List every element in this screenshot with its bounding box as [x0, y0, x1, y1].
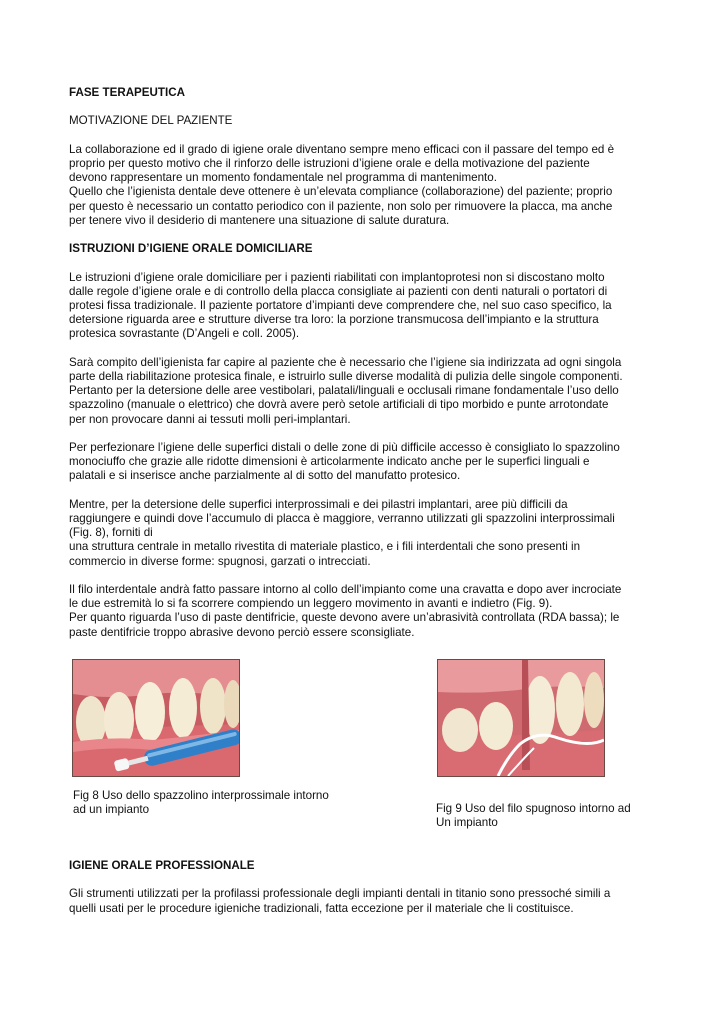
fig8-caption-line: Fig 8 Uso dello spazzolino interprossimale intorno	[73, 789, 329, 802]
fig8-photo	[72, 659, 240, 777]
text-line: Gli strumenti utilizzati per la profilassi professionale degli impianti dentali in titanio sono pressoché simili a	[69, 887, 611, 901]
fig8-caption	[73, 789, 329, 817]
text-line: Sarà compito dell’igienista far capire al paziente che è necessario che l’igiene sia indirizzata ad ogni singola	[69, 355, 622, 369]
fig9-caption	[436, 802, 631, 830]
paragraph-motivazione	[69, 143, 661, 228]
fig9-caption-line: Fig 9 Uso del filo spugnoso intorno ad	[436, 802, 631, 815]
paragraph-monociuffo	[69, 441, 661, 484]
text-line: palatali e si inserisce anche parzialmente al di sotto del manufatto protesico.	[69, 469, 461, 483]
fig8-caption-line: ad un impianto	[73, 803, 150, 817]
heading-motivazione: MOTIVAZIONE DEL PAZIENTE	[69, 114, 233, 128]
paragraph-filo-interdentale	[69, 583, 661, 640]
text-line: per questo è necessario un contatto periodico con il paziente, non solo per rimuovere la placca, ma anche	[69, 199, 613, 213]
text-line: spazzolino (manuale o elettrico) che dovrà avere però setole artificiali di tipo morbido e punte arrotondate	[69, 398, 609, 412]
text-line: Per perfezionare l’igiene delle superfici distali o delle zone di più difficile accesso è consigliato lo spazzolino	[69, 440, 620, 454]
text-line: raggiungere e quindi dove l’accumulo di placca è maggiore, verranno utilizzati gli spazzolini interprossimali	[69, 511, 615, 525]
text-line: proprio per questo motivo che il rinforzo delle istruzioni d’igiene orale e della motivazione del paziente	[69, 156, 590, 170]
text-line: protesica sovrastante (D’Angeli e coll. 2005).	[69, 327, 300, 341]
text-line: devono rappresentare un momento fondamentale nel programma di mantenimento.	[69, 171, 497, 185]
text-line: Per quanto riguarda l’uso di paste dentifricie, queste devono avere un’abrasività controllata (RDA bassa); le	[69, 611, 620, 625]
document-footer-section	[69, 859, 661, 916]
text-line: monociuffo che grazie alle ridotte dimensioni è articolarmente indicato anche per le superfici linguali e	[69, 455, 590, 469]
dental-floss-photo	[438, 660, 604, 776]
text-line: Quello che l’igienista dentale deve ottenere è un’elevata compliance (collaborazione) del paziente; proprio	[69, 185, 613, 199]
text-line: una struttura centrale in metallo rivestita di materiale plastico, e i fili interdentali che sono presenti in	[69, 540, 581, 554]
paragraph-istruzioni	[69, 271, 661, 342]
text-line: protesi fissa tradizionale. Il paziente portatore d’impianti deve comprendere che, nel suo caso specifico, la	[69, 298, 612, 312]
text-line: per tenere vivo il desiderio di mantenere una situazione di salute duratura.	[69, 213, 450, 227]
text-line: commercio in diverse forme: spugnosi, garzati o intrecciati.	[69, 554, 371, 568]
heading-fase-terapeutica: FASE TERAPEUTICA	[69, 86, 185, 99]
text-line: Mentre, per la detersione delle superfici interprossimali e dei pilastri implantari, aree più difficili da	[69, 497, 568, 511]
text-line: Le istruzioni d’igiene orale domiciliare per i pazienti riabilitati con implantoprotesi non si discostano molto	[69, 270, 605, 284]
paragraph-compito-igienista	[69, 356, 661, 427]
text-line: La collaborazione ed il grado di igiene orale diventano sempre meno efficaci con il passare del tempo ed è	[69, 142, 615, 156]
text-line: le due estremità lo si fa scorrere compiendo un leggero movimento in avanti e indietro (Fig. 9).	[69, 597, 553, 611]
text-line: per non provocare danni ai tessuti molli peri-implantari.	[69, 412, 351, 426]
fig9-caption-line: Un impianto	[436, 816, 498, 830]
paragraph-professionale	[69, 887, 661, 915]
heading-professionale: IGIENE ORALE PROFESSIONALE	[69, 859, 255, 872]
text-line: Pertanto per la detersione delle aree vestibolari, palatali/linguali e occlusali rimane fondamentale l’uso dello	[69, 384, 619, 398]
paragraph-interprossimali	[69, 498, 661, 569]
document-body	[69, 86, 661, 640]
text-line: detersione riguarda aree e strutture diverse tra loro: la porzione transmucosa dell’impianto e la struttura	[69, 313, 599, 327]
text-line: parte della riabilitazione protesica finale, e istruirlo sulle diverse modalità di pulizia delle singole componenti.	[69, 369, 623, 383]
heading-istruzioni: ISTRUZIONI D’IGIENE ORALE DOMICILIARE	[69, 242, 313, 256]
interdental-brush-photo	[73, 660, 239, 776]
text-line: dalle regole d’igiene orale e di controllo della placca consigliate ai pazienti con denti naturali o portatori di	[69, 284, 608, 298]
text-line: (Fig. 8), forniti di	[69, 526, 153, 540]
text-line: paste dentifricie troppo abrasive devono perciò essere sconsigliate.	[69, 625, 415, 639]
text-line: quelli usati per le procedure igieniche tradizionali, fatta eccezione per il materiale che li costituisce.	[69, 901, 574, 915]
text-line: Il filo interdentale andrà fatto passare intorno al collo dell’impianto come una cravatta e dopo aver incrociate	[69, 582, 622, 596]
fig9-photo	[437, 659, 605, 777]
